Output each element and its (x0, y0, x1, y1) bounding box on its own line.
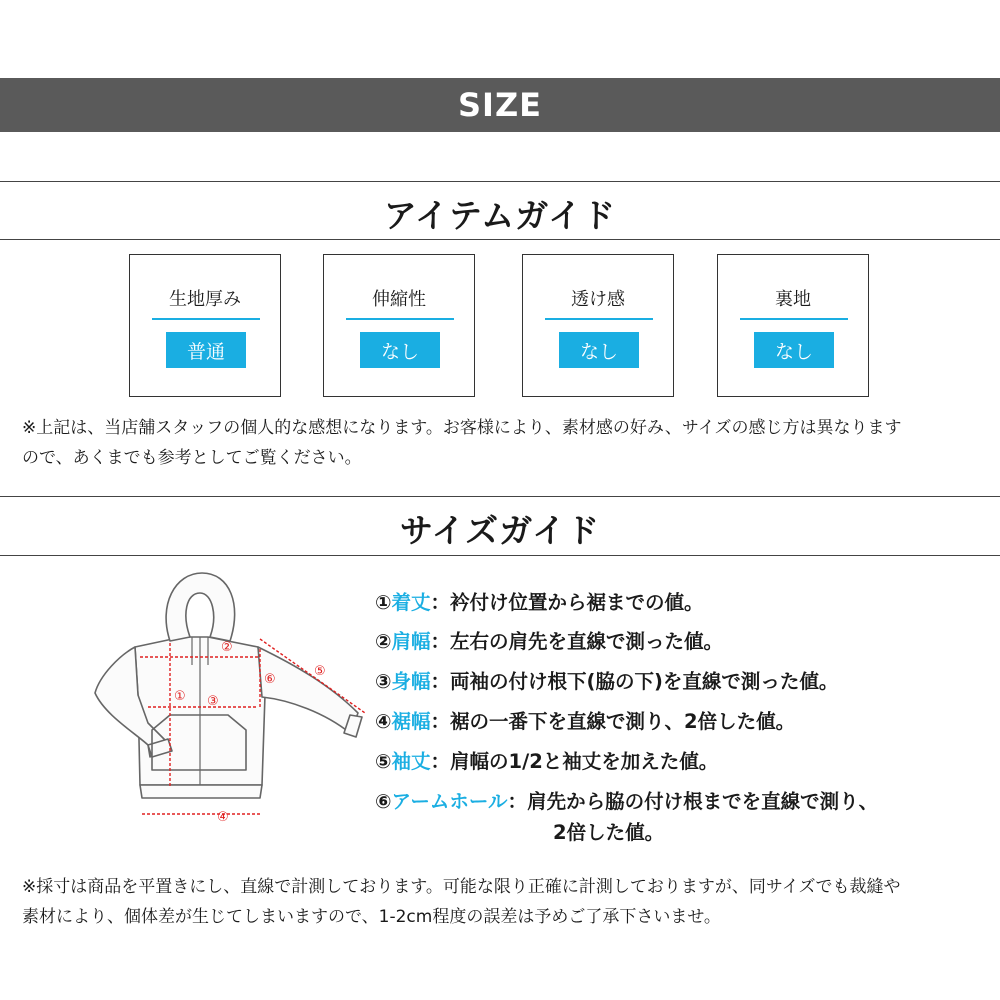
guide-colon: ： (430, 670, 451, 693)
note-line: 素材により、個体差が生じてしまいますので、1-2cm程度の誤差は予めご了承下さいませ。 (22, 907, 721, 927)
guide-desc: 肩幅の1/2と袖丈を加えた値。 (450, 750, 719, 773)
guide-num: ② (375, 630, 392, 653)
guide-item-sleeve (375, 746, 718, 774)
guide-term: 裾幅 (391, 710, 431, 733)
guide-term: アームホール (391, 790, 508, 813)
card-value: 普通 (166, 332, 246, 368)
guide-term: 肩幅 (391, 630, 431, 653)
guide-colon: ： (430, 710, 451, 733)
card-label: 裏地 (775, 289, 811, 310)
card-value: なし (559, 332, 639, 368)
item-card-thickness (129, 254, 281, 397)
guide-num: ① (375, 591, 392, 614)
size-banner (0, 78, 1000, 132)
guide-term: 着丈 (391, 591, 431, 614)
divider (0, 496, 1000, 497)
guide-num: ③ (375, 670, 392, 693)
card-label: 伸縮性 (372, 289, 426, 310)
divider (0, 239, 1000, 240)
diagram-marker-4: ④ (217, 810, 229, 825)
guide-item-shoulder (375, 626, 723, 654)
guide-colon: ： (507, 790, 528, 813)
guide-item-length (375, 587, 704, 615)
diagram-marker-6: ⑥ (264, 672, 276, 687)
note-line: ので、あくまでも参考としてご覧ください。 (22, 448, 362, 468)
item-guide-title: アイテムガイド (383, 196, 617, 235)
diagram-marker-5: ⑤ (314, 664, 326, 679)
guide-desc: 裾の一番下を直線で測り、2倍した値。 (450, 710, 796, 733)
guide-num: ⑥ (375, 790, 392, 813)
diagram-marker-2: ② (221, 640, 233, 655)
guide-desc: 肩先から脇の付け根までを直線で測り、 (527, 790, 879, 813)
hoodie-diagram (80, 565, 380, 835)
item-card-lining (717, 254, 869, 397)
size-guide-note (22, 872, 982, 932)
divider (0, 555, 1000, 556)
note-line: ※採寸は商品を平置きにし、直線で計測しております。可能な限り正確に計測しておりますが、同サイズでも裁縫や (22, 877, 901, 897)
divider (0, 181, 1000, 182)
guide-item-chest (375, 666, 838, 694)
guide-colon: ： (430, 630, 451, 653)
card-underline (152, 318, 260, 320)
item-card-stretch (323, 254, 475, 397)
guide-item-armhole (375, 786, 878, 814)
guide-desc: 衿付け位置から裾までの値。 (450, 591, 704, 614)
size-guide-title: サイズガイド (399, 511, 601, 550)
guide-term: 身幅 (391, 670, 431, 693)
card-label: 生地厚み (169, 289, 241, 310)
card-underline (346, 318, 454, 320)
card-value: なし (754, 332, 834, 368)
guide-num: ④ (375, 710, 392, 733)
guide-desc: 両袖の付け根下(脇の下)を直線で測った値。 (450, 670, 839, 693)
diagram-marker-1: ① (174, 689, 186, 704)
guide-num: ⑤ (375, 750, 392, 773)
card-underline (545, 318, 653, 320)
banner-title: SIZE (457, 86, 542, 124)
card-label: 透け感 (571, 289, 625, 310)
guide-item-armhole-line2: 2倍した値。 (553, 821, 665, 844)
note-line: ※上記は、当店舗スタッフの個人的な感想になります。お客様により、素材感の好み、サイズの感じ方は異なります (22, 418, 902, 438)
guide-item-hem (375, 706, 795, 734)
item-guide-note (22, 413, 982, 473)
guide-term: 袖丈 (391, 750, 431, 773)
card-underline (740, 318, 848, 320)
item-card-sheerness (522, 254, 674, 397)
guide-desc: 左右の肩先を直線で測った値。 (450, 630, 724, 653)
diagram-marker-3: ③ (207, 694, 219, 709)
guide-colon: ： (430, 591, 451, 614)
card-value: なし (360, 332, 440, 368)
guide-colon: ： (430, 750, 451, 773)
